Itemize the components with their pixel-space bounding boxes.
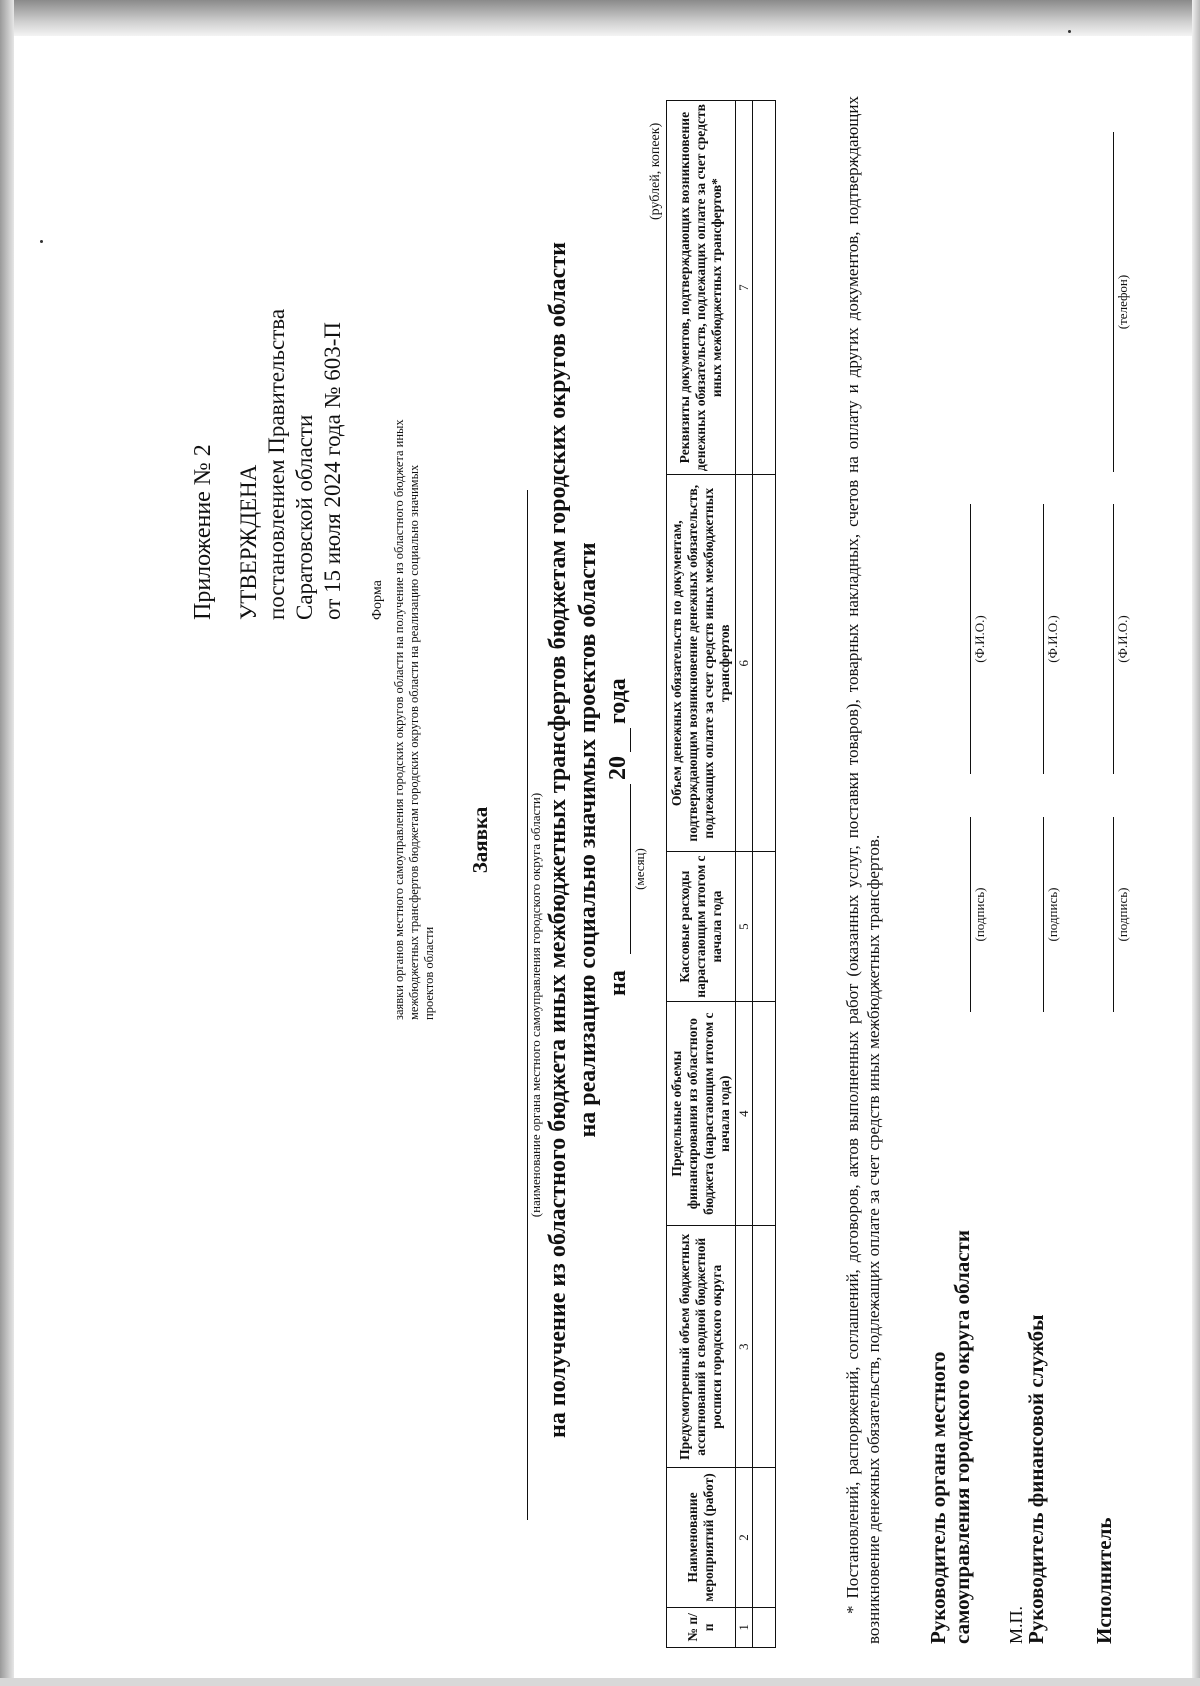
table-row — [753, 101, 776, 1648]
executor-title: Исполнитель — [1092, 1517, 1116, 1644]
column-number-cell: 6 — [736, 475, 753, 852]
executor-signature-caption: (подпись) — [1115, 887, 1130, 942]
finance-name-line — [1043, 504, 1044, 774]
column-number-cell: 4 — [736, 1001, 753, 1225]
year-blank-line — [630, 728, 631, 752]
form-description-line-2: межбюджетных трансфертов бюджетам городских округов области на реализацию социально значимых — [407, 464, 421, 1020]
table-header-row — [667, 101, 736, 1648]
rotated-document-page — [20, 20, 1180, 1660]
table-header-cell: Наименование мероприятий (работ) — [667, 1468, 736, 1608]
scan-edge-bottom — [0, 1678, 1200, 1686]
table-cell-blank — [753, 101, 776, 475]
approval-line-2: постановлением Правительства — [264, 308, 289, 620]
executor-signature-line — [1113, 817, 1114, 1012]
column-number-cell: 3 — [736, 1226, 753, 1468]
head-title-line-2: самоуправления городского округа области — [950, 1230, 974, 1644]
approval-line-3: Саратовской области — [292, 414, 317, 620]
heading-year-prefix: 20 — [605, 756, 631, 780]
form-description — [392, 70, 437, 1020]
approval-block — [235, 309, 347, 620]
executor-phone-line — [1113, 132, 1114, 472]
heading-year-suffix: года — [605, 678, 631, 724]
stamp-mark: М.П. — [1006, 1605, 1026, 1644]
heading-period-prefix: на — [605, 970, 631, 996]
finance-signature-caption: (подпись) — [1045, 887, 1060, 942]
form-description-line-3: проектов области — [422, 926, 436, 1020]
footnote: * Постановлений, распоряжений, соглашений, договоров, актов выполненных работ (оказанных услуг, поставки товаров), товарных накладных, счетов на оплату и других документов, подтверждающих возникновение денежных обязательств, подлежащих оплате за счет средств иных межбюджетных трансфертов. — [843, 96, 883, 1644]
form-label: Форма — [370, 580, 385, 620]
executor-phone-caption: (телефон) — [1115, 274, 1130, 330]
heading-line-1: на получение из областного бюджета иных межбюджетных трансфертов бюджетам городских округов области — [545, 242, 571, 1438]
head-name-caption: (Ф.И.О.) — [972, 615, 987, 663]
column-number-cell: 2 — [736, 1468, 753, 1608]
scan-edge-left — [0, 0, 14, 1686]
column-number-cell: 5 — [736, 852, 753, 1002]
finance-head-title: Руководитель финансовой службы — [1024, 1314, 1048, 1644]
executor-name-caption: (Ф.И.О.) — [1115, 615, 1130, 663]
scan-edge-right — [1192, 0, 1200, 1686]
table-cell-blank — [753, 1607, 776, 1647]
heading-line-2: на реализацию социально значимых проектов области — [575, 542, 601, 1138]
table-cell-blank — [753, 852, 776, 1002]
table-header-cell: Предусмотренный объем бюджетных ассигнований в сводной бюджетной росписи городского округа — [667, 1226, 736, 1468]
finance-name-caption: (Ф.И.О.) — [1045, 615, 1060, 663]
approval-line-4: от 15 июля 2024 года № 603-П — [320, 321, 345, 620]
table-cell-blank — [753, 475, 776, 852]
table-cell-blank — [753, 1001, 776, 1225]
document-title: Заявка — [468, 806, 492, 874]
form-description-line-1: заявки органов местного самоуправления городских округов области на получение из областного бюджета иных — [392, 419, 406, 1020]
table-header-cell: Реквизиты документов, подтверждающих возникновение денежных обязательств, подлежащих оплате за счет средств иных межбюджетных трансфертов* — [667, 101, 736, 475]
table-header-cell: Предельные объемы финансирования из областного бюджета (нарастающим итогом с начала года) — [667, 1001, 736, 1225]
table-header-cell: Кассовые расходы нарастающим итогом с начала года — [667, 852, 736, 1002]
org-name-caption: (наименование органа местного самоуправления городского округа области) — [528, 792, 543, 1218]
request-table — [666, 100, 776, 1648]
executor-name-line — [1113, 504, 1114, 774]
column-number-cell: 1 — [736, 1607, 753, 1647]
table-cell-blank — [753, 1226, 776, 1468]
head-signature-line — [970, 817, 971, 1012]
table-header-cell: Объем денежных обязательств по документам, подтверждающим возникновение денежных обязательств, подлежащих оплате за счет средств иных межбюджетных трансфертов — [667, 475, 736, 852]
head-signature-caption: (подпись) — [972, 887, 987, 942]
head-title-line-1: Руководитель органа местного — [926, 1351, 950, 1644]
head-name-line — [970, 504, 971, 774]
column-number-cell: 7 — [736, 101, 753, 475]
units-note: (рублей, копеек) — [648, 122, 663, 220]
table-column-number-row — [736, 101, 753, 1648]
finance-signature-line — [1043, 817, 1044, 1012]
table-header-cell: № п/п — [667, 1607, 736, 1647]
head-title — [926, 1230, 974, 1644]
approval-line-1: УТВЕРЖДЕНА — [236, 464, 261, 620]
table-cell-blank — [753, 1468, 776, 1608]
appendix-label: Приложение № 2 — [190, 444, 216, 620]
month-caption: (месяц) — [632, 848, 647, 890]
month-blank-line — [630, 784, 631, 954]
